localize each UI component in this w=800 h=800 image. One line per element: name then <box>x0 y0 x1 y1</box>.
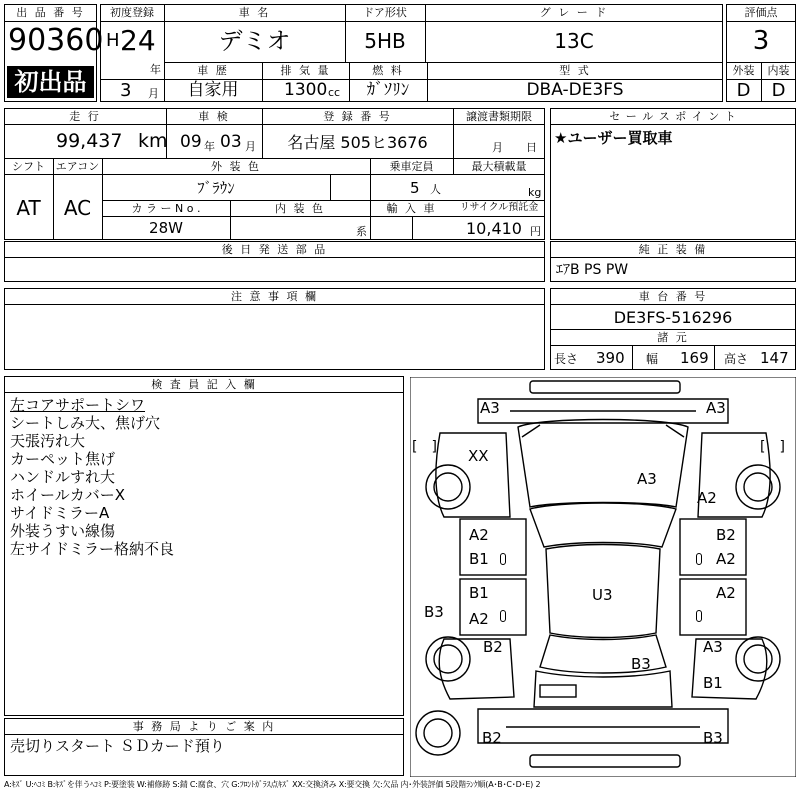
length-label: 長さ <box>554 352 579 366</box>
shift: AT <box>16 196 41 220</box>
fuel: ｶﾞｿﾘﾝ <box>366 80 410 100</box>
ext-color-label: 外 装 色 <box>211 160 261 173</box>
recycle-label: リサイクル預託金 <box>459 202 539 213</box>
damage-left-side-rear: B3 <box>424 603 444 621</box>
right-front-door <box>680 519 746 575</box>
model-label: 型 式 <box>559 64 591 77</box>
damage-front-left: A3 <box>480 399 500 417</box>
era: H <box>106 30 120 51</box>
office-label: 事 務 局 よ り ご 案 内 <box>132 720 276 733</box>
lot-number-label: 出 品 番 号 <box>16 6 85 19</box>
inspection-year: 09 <box>180 132 202 152</box>
inspector-note: ホイールカバーX <box>10 486 125 504</box>
width-label: 幅 <box>646 352 659 366</box>
reg-no: 名古屋 505ヒ3676 <box>287 133 428 152</box>
transfer-label: 譲渡書類期限 <box>466 110 532 123</box>
inspection-month: 03 <box>220 132 242 152</box>
wheel-front-left <box>426 465 470 509</box>
hood <box>518 420 688 508</box>
damage-left-rear-fender: B2 <box>483 638 503 656</box>
fuel-label: 燃 料 <box>372 64 404 77</box>
inspector-note: シートしみ大、焦げ穴 <box>10 414 161 432</box>
recycle-unit: 円 <box>530 225 541 238</box>
grade-label: グ レ ー ド <box>539 6 609 19</box>
year-unit: 年 <box>150 63 161 76</box>
door-handle-icon <box>500 610 506 622</box>
max-load-unit: kg <box>528 186 542 199</box>
interior-label: 内装 <box>767 64 790 77</box>
model: DBA-DE3FS <box>526 80 624 100</box>
damage-rear-bumper-left: B2 <box>482 729 502 747</box>
int-color-label: 内 装 色 <box>275 202 325 215</box>
door-handle-icon <box>500 553 506 565</box>
damage-right-front-door-top: B2 <box>716 526 736 544</box>
wheel-rear-right <box>736 637 780 681</box>
grade: 13C <box>554 29 594 53</box>
lot-number: 90360 <box>8 23 104 58</box>
bracket-left: [ ] <box>412 439 437 455</box>
inspector-note: 左サイドミラー格納不良 <box>10 540 174 558</box>
car-name: デミオ <box>218 27 291 55</box>
sales-point-label: セ ー ル ス ポ イ ン ト <box>609 110 737 123</box>
first-reg-month: 3 <box>120 80 132 101</box>
transfer-month-unit: 月 <box>492 141 503 154</box>
score-label: 評価点 <box>744 6 778 19</box>
interior-score: D <box>771 80 786 101</box>
damage-right-rear-door: A2 <box>716 584 736 602</box>
inspection-month-unit: 月 <box>245 140 256 153</box>
first-reg-label: 初度登録 <box>110 6 154 19</box>
office-note: 売切りスタート ＳＤカード預り <box>10 737 225 755</box>
aircon-label: エアコン <box>55 160 100 173</box>
first-listing-text: 初出品 <box>14 68 87 96</box>
sales-point: ★ユーザー買取車 <box>554 129 673 147</box>
wheel-front-right <box>736 465 780 509</box>
inspector-notes-list <box>10 396 174 558</box>
car-name-label: 車 名 <box>238 6 271 19</box>
rear-panel <box>540 685 576 697</box>
damage-hood: A3 <box>637 470 657 488</box>
left-front-fender <box>436 433 510 517</box>
damage-left-rear-door-top: B1 <box>469 584 489 602</box>
damage-rear-bumper-right: B3 <box>703 729 723 747</box>
genuine-equipment: ｴｱB PS PW <box>556 262 629 278</box>
displacement-label: 排 気 量 <box>280 64 331 77</box>
capacity-label: 乗車定員 <box>389 160 434 173</box>
inspector-note: 外装うすい線傷 <box>10 522 116 540</box>
displacement-unit: cc <box>328 86 341 99</box>
damage-roof: U3 <box>592 586 613 604</box>
damage-front-right: A3 <box>706 399 726 417</box>
bracket-right: [ ] <box>760 439 785 455</box>
inspector-note: ハンドルすれ大 <box>10 468 116 486</box>
front-bumper <box>530 381 680 393</box>
genuine-label: 純 正 装 備 <box>638 243 708 256</box>
aircon: AC <box>63 196 92 220</box>
width: 169 <box>680 349 709 367</box>
shift-label: シフト <box>12 160 45 173</box>
color-no: 28W <box>149 219 183 237</box>
windshield <box>530 503 676 547</box>
door-type: 5HB <box>364 29 406 53</box>
specs-label: 諸 元 <box>657 331 689 344</box>
spare-wheel <box>416 711 460 755</box>
damage-right-front-door-bottom: A2 <box>716 550 736 568</box>
mileage-label: 走 行 <box>69 110 101 123</box>
damage-right-rear-fender: A3 <box>703 638 723 656</box>
capacity-unit: 人 <box>430 183 441 196</box>
height-label: 高さ <box>724 352 749 366</box>
transfer-day-unit: 日 <box>526 141 537 154</box>
door-label: ドア形状 <box>363 6 407 19</box>
damage-trunk: B3 <box>631 655 651 673</box>
inspector-note: カーペット焦げ <box>10 450 116 468</box>
damage-left-front-door-top: A2 <box>469 526 489 544</box>
damage-left-front-door-bottom: B1 <box>469 550 489 568</box>
max-load-label: 最大積載量 <box>471 160 527 173</box>
inspector-label: 検 査 員 記 入 欄 <box>151 378 257 391</box>
month-unit: 月 <box>148 87 159 100</box>
chassis-label: 車 台 番 号 <box>638 290 708 303</box>
sales-point-box <box>550 108 796 240</box>
capacity: 5 <box>410 179 420 197</box>
height: 147 <box>760 349 789 367</box>
mileage: 99,437 <box>56 130 123 152</box>
inspector-note: 左コアサポートシワ <box>10 396 146 414</box>
chassis-number: DE3FS-516296 <box>613 308 733 327</box>
inspector-note: 天張汚れ大 <box>10 432 86 450</box>
door-handle-icon <box>696 553 702 565</box>
damage-right-fender: A2 <box>697 489 717 507</box>
import-label: 輸 入 車 <box>386 202 437 215</box>
displacement: 1300 <box>284 80 328 100</box>
inspector-note: サイドミラーA <box>10 504 110 522</box>
mileage-unit: km <box>138 130 168 152</box>
trunk <box>534 671 672 707</box>
int-color-unit: 系 <box>356 225 367 238</box>
recycle: 10,410 <box>466 219 522 238</box>
inspection-label: 車 検 <box>198 110 230 123</box>
history: 自家用 <box>187 80 239 100</box>
inspection-year-unit: 年 <box>204 140 215 153</box>
damage-hood-left: XX <box>468 447 489 465</box>
later-parts-label: 後 日 発 送 部 品 <box>221 243 328 256</box>
history-label: 車 歴 <box>197 64 229 77</box>
length: 390 <box>596 349 625 367</box>
legend: A:ｷｽﾞ U:ﾍｺﾐ B:ｷｽﾞを伴うﾍｺﾐ P:要塗装 W:補修跡 S:錆 C:腐食、穴 G:ﾌﾛﾝﾄｶﾞﾗｽ点ｷｽﾞ XX:交換済み X:要交換 欠:欠品 内･外装評価 5段階ﾗﾝｸ順(A･B･C･D･E) 2 <box>4 780 541 789</box>
color-no-label: カ ラ ー N o . <box>131 202 201 215</box>
damage-right-rear-corner: B1 <box>703 674 723 692</box>
car-damage-diagram <box>410 377 796 777</box>
ext-color: ﾌﾞﾗｳﾝ <box>197 179 235 197</box>
score: 3 <box>752 26 770 56</box>
reg-no-label: 登 録 番 号 <box>323 110 392 123</box>
notes-label: 注 意 事 項 欄 <box>231 290 318 303</box>
wheel-rear-left <box>426 637 470 681</box>
exterior-label: 外装 <box>732 64 755 77</box>
first-reg-year: 24 <box>120 24 156 57</box>
exterior-score: D <box>736 80 751 101</box>
right-rear-door <box>680 579 746 635</box>
damage-left-rear-door-bottom: A2 <box>469 610 489 628</box>
door-handle-icon <box>696 610 702 622</box>
rear-bumper <box>478 709 728 743</box>
